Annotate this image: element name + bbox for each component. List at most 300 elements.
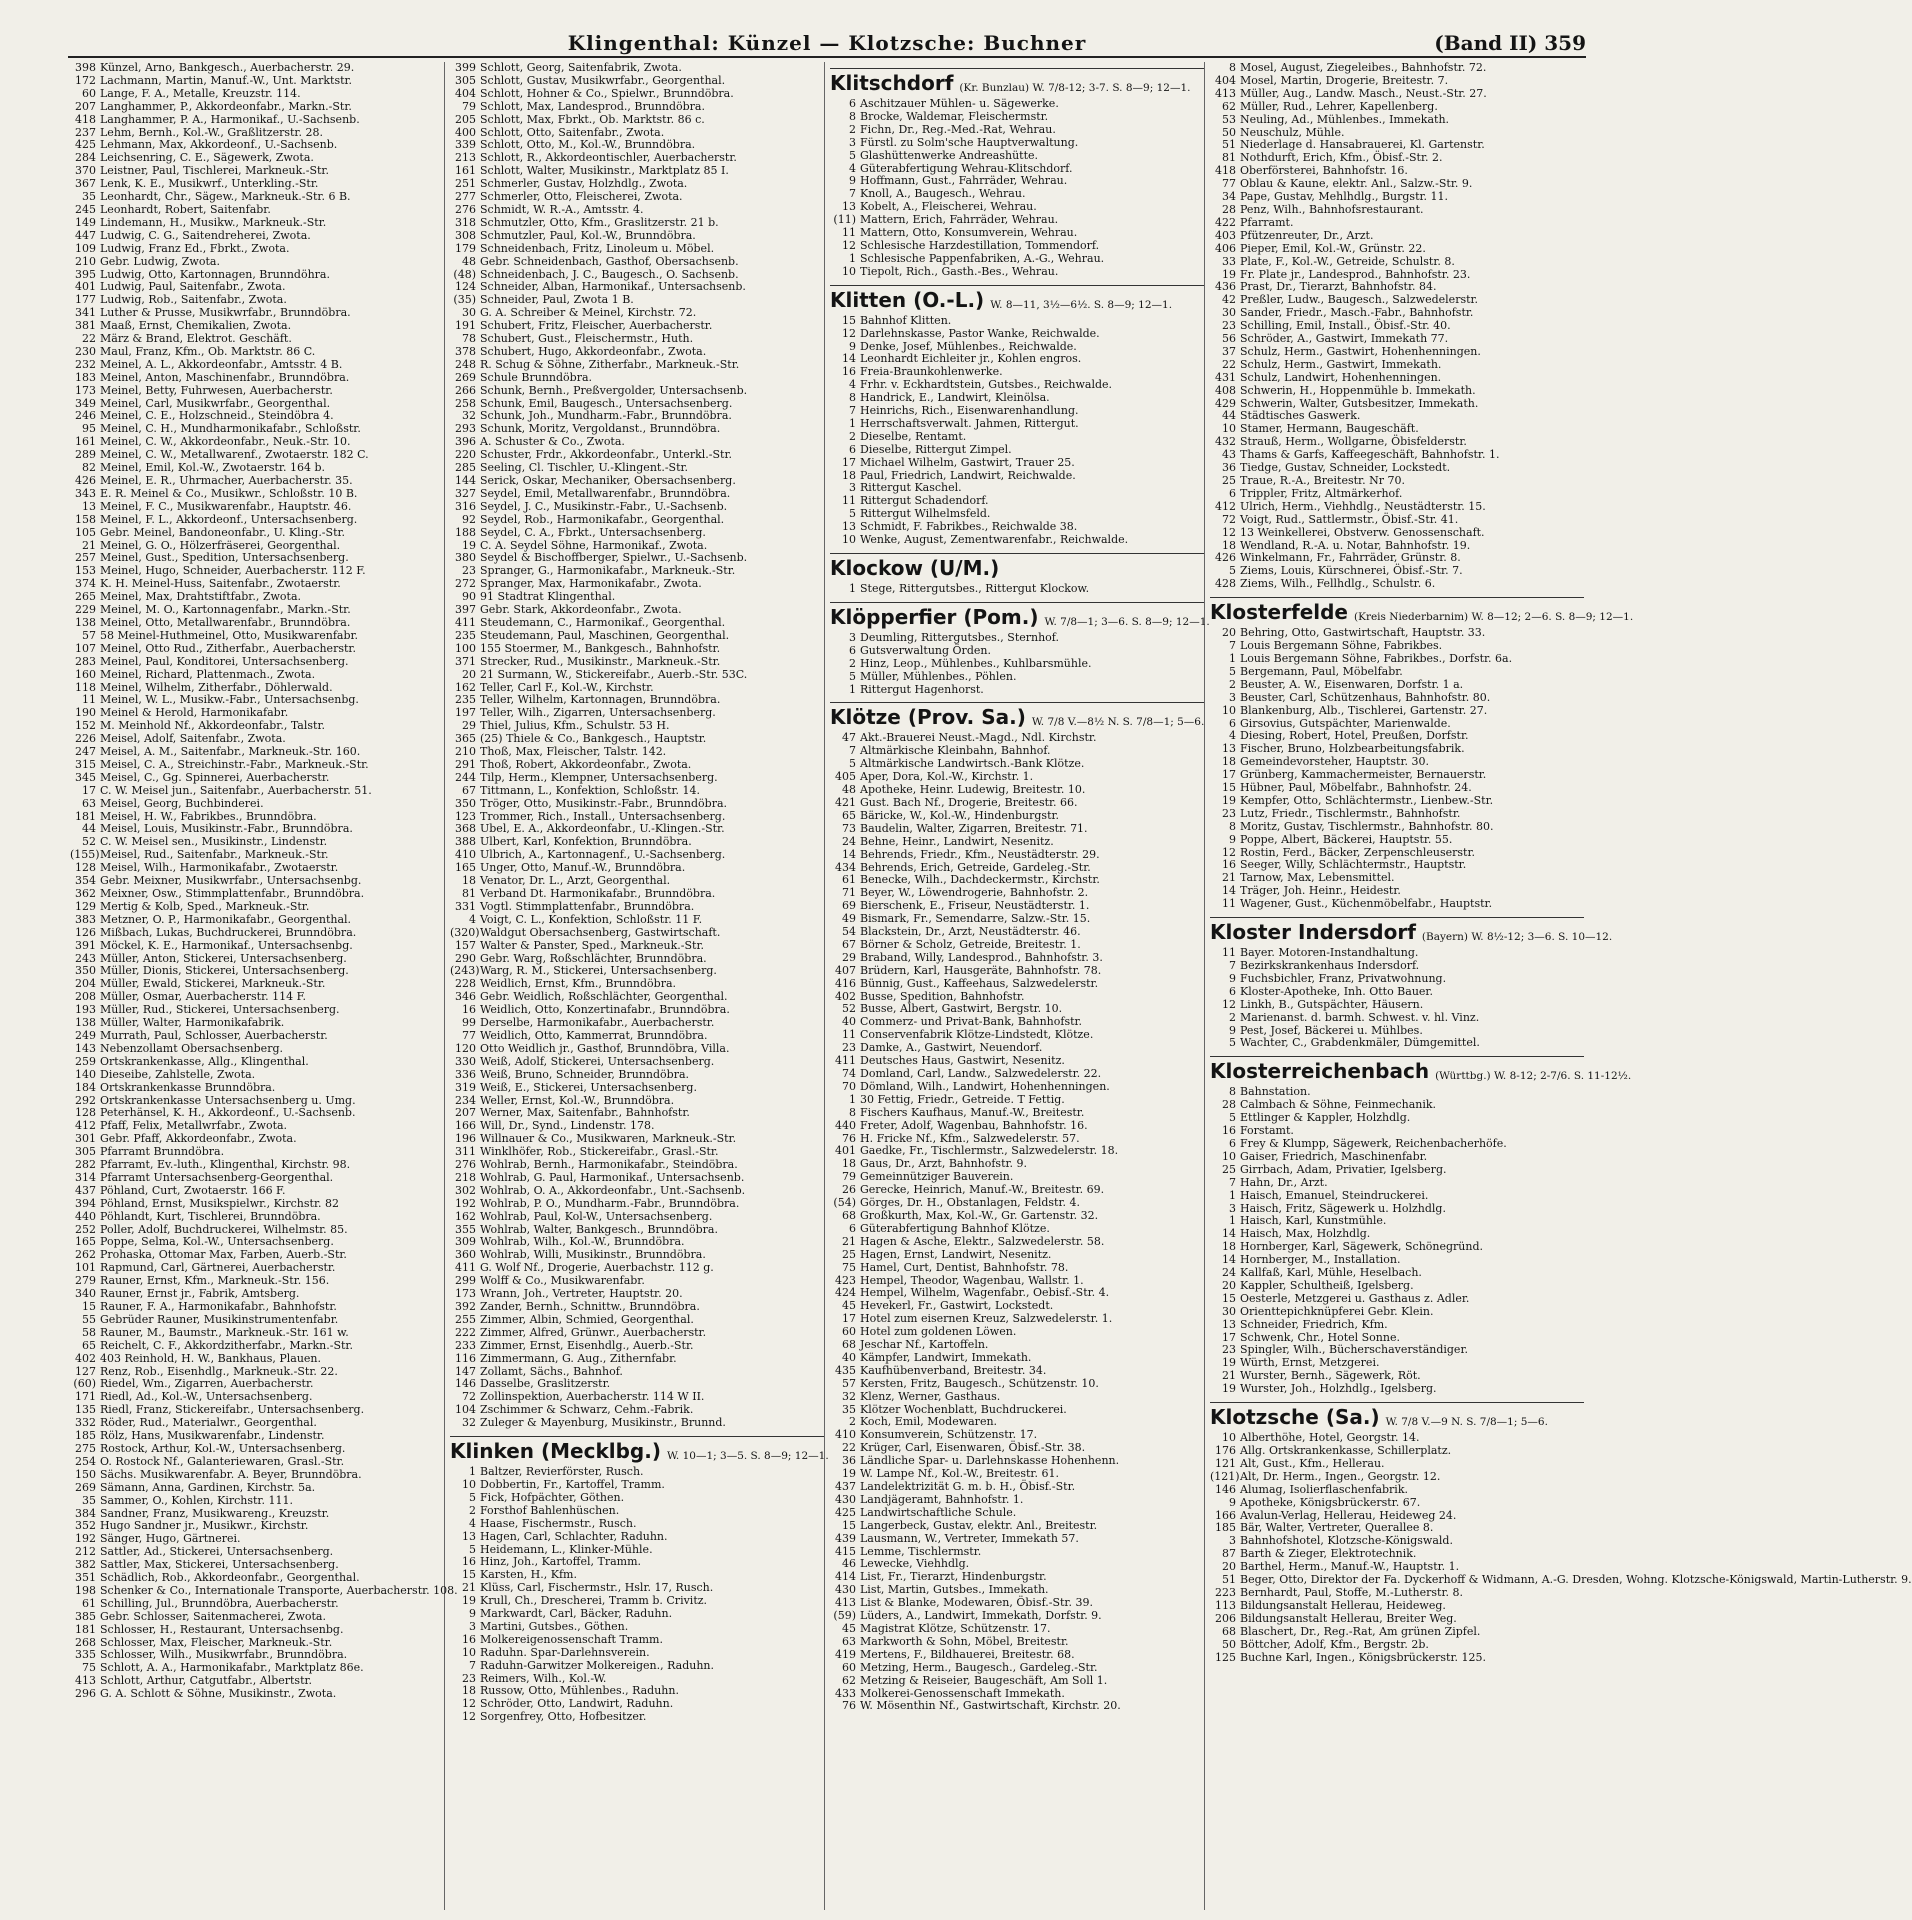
entry-text: Poller, Adolf, Buchdruckerei, Wilhelmstr. 85.	[100, 1222, 348, 1236]
directory-entry	[450, 1301, 824, 1314]
entry-text: Ludwig, Franz Ed., Fbrkt., Zwota.	[100, 241, 290, 255]
directory-entry	[450, 785, 824, 798]
phone-number: 413	[1215, 86, 1236, 100]
entry-text: Neuling, Ad., Mühlenbes., Immekath.	[1240, 112, 1450, 126]
entry-text: Müller, Dionis, Stickerei, Untersachsenberg.	[100, 964, 349, 978]
phone-number: 23	[462, 1671, 476, 1685]
phone-number: 7	[1229, 1175, 1236, 1189]
entry-text: Rostock, Arthur, Kol.-W., Untersachsenberg.	[100, 1441, 346, 1455]
directory-entry	[1210, 346, 1584, 359]
phone-number: 60	[82, 86, 96, 100]
phone-number: 104	[455, 1403, 476, 1417]
entry-text: Peterhänsel, K. H., Akkordeonf., U.-Sachsenb.	[100, 1106, 356, 1120]
phone-number: 72	[1222, 512, 1236, 526]
entry-text: Hahn, Dr., Arzt.	[1240, 1175, 1328, 1189]
directory-entry	[830, 1700, 1204, 1713]
entry-text: Gaedke, Fr., Tischlermstr., Salzwedelerstr. 18.	[860, 1144, 1119, 1158]
place-name: Klinken (Mecklbg.)	[450, 1439, 661, 1464]
entry-text: (25) Thiele & Co., Bankgesch., Hauptstr.	[480, 732, 707, 746]
phone-number: 101	[75, 1261, 96, 1275]
phone-number: 30	[1222, 1304, 1236, 1318]
phone-number: 296	[75, 1687, 96, 1701]
phone-number: 8	[849, 1105, 856, 1119]
entry-text: Waldgut Obersachsenberg, Gastwirtschaft.	[480, 925, 721, 939]
entry-text: Wrann, Joh., Vertreter, Hauptstr. 20.	[480, 1287, 683, 1301]
phone-number: 302	[455, 1183, 476, 1197]
entry-text: Busse, Spedition, Bahnhofstr.	[860, 989, 1025, 1003]
phone-number: (48)	[453, 267, 476, 281]
phone-number: 2	[1229, 1010, 1236, 1024]
phone-number: 1	[1229, 1188, 1236, 1202]
phone-number: 76	[842, 1131, 856, 1145]
phone-number: 9	[1229, 1023, 1236, 1037]
phone-number: 383	[75, 912, 96, 926]
entry-text: G. A. Schreiber & Meinel, Kirchstr. 72.	[480, 306, 697, 320]
directory-entry	[1210, 834, 1584, 847]
entry-text: Meixner, Osw., Stimmplattenfabr., Brunndöbra.	[100, 887, 365, 900]
phone-number: 405	[835, 770, 856, 784]
phone-number: 2	[849, 122, 856, 136]
entry-text: Görges, Dr. H., Obstanlagen, Feldstr. 4.	[860, 1196, 1080, 1210]
entry-text: H. Fricke Nf., Kfm., Salzwedelerstr. 57.	[860, 1131, 1080, 1145]
entry-text: 30 Fettig, Friedr., Getreide. T Fettig.	[860, 1092, 1065, 1106]
entry-text: Metzing, Herm., Baugesch., Gardeleg.-Str.	[860, 1660, 1098, 1674]
directory-entry	[450, 88, 824, 101]
phone-number: (121)	[1210, 1469, 1240, 1483]
directory-entry	[450, 669, 824, 682]
entry-text: Leonhardt, Robert, Saitenfabr.	[100, 202, 271, 216]
phone-number: 6	[1229, 1136, 1236, 1150]
directory-entry	[70, 746, 444, 759]
directory-entry	[830, 836, 1204, 849]
place-name: Klötze (Prov. Sa.)	[830, 705, 1026, 730]
entry-text: Lenk, K. E., Musikwrf., Unterkling.-Str.	[100, 177, 319, 191]
phone-number: 4	[469, 912, 476, 926]
entry-text: Aschitzauer Mühlen- u. Sägewerke.	[860, 97, 1059, 110]
phone-number: 212	[75, 1545, 96, 1559]
entry-text: Hinz, Leop., Mühlenbes., Kuhlbarsmühle.	[860, 656, 1092, 670]
phone-number: 412	[1215, 499, 1236, 513]
entry-text: Barthel, Herm., Manuf.-W., Hauptstr. 1.	[1240, 1560, 1460, 1574]
entry-text: G. A. Schlott & Söhne, Musikinstr., Zwota.	[100, 1687, 337, 1701]
directory-entry	[70, 1482, 444, 1495]
entry-text: Rölz, Hans, Musikwarenfabr., Lindenstr.	[100, 1429, 325, 1443]
phone-number: 81	[462, 887, 476, 900]
entry-text: Meisel, A. M., Saitenfabr., Markneuk.-Str. 160.	[100, 745, 361, 759]
entry-text: A. Schuster & Co., Zwota.	[480, 435, 625, 449]
phone-number: 184	[75, 1080, 96, 1094]
phone-number: 72	[462, 1390, 476, 1404]
entry-text: Fick, Hofpächter, Göthen.	[480, 1490, 625, 1504]
phone-number: 3	[849, 135, 856, 149]
entry-text: Schmidt, F. Fabrikbes., Reichwalde 38.	[860, 520, 1078, 534]
place-heading	[450, 1436, 829, 1464]
phone-number: 192	[75, 1532, 96, 1546]
phone-number: 354	[75, 874, 96, 888]
phone-number: 99	[462, 1016, 476, 1030]
entry-text: Michael Wilhelm, Gastwirt, Trauer 25.	[860, 455, 1075, 469]
phone-number: 268	[75, 1635, 96, 1649]
entry-text: Poppe, Albert, Bäckerei, Hauptstr. 55.	[1240, 832, 1453, 846]
phone-number: 341	[75, 306, 96, 320]
entry-text: Lehm, Bernh., Kol.-W., Graßlitzerstr. 28.	[100, 125, 323, 139]
entry-text: C. A. Seydel Söhne, Harmonikaf., Zwota.	[480, 538, 708, 552]
phone-number: 16	[1222, 858, 1236, 872]
entry-text: Hagen & Asche, Elektr., Salzwedelerstr. 58.	[860, 1234, 1105, 1248]
directory-entry	[70, 759, 444, 772]
directory-entry	[1210, 475, 1584, 488]
directory-entry	[450, 62, 824, 75]
entry-text: O. Rostock Nf., Galanteriewaren, Grasl.-Str.	[100, 1454, 345, 1468]
directory-entry	[450, 901, 824, 914]
phone-number: 3	[849, 630, 856, 644]
entry-text: Teller, Carl F., Kol.-W., Kirchstr.	[480, 680, 654, 694]
entry-text: Böttcher, Adolf, Kfm., Bergstr. 2b.	[1240, 1637, 1429, 1651]
phone-number: 243	[75, 951, 96, 965]
phone-number: 50	[1222, 1637, 1236, 1651]
entry-text: Forstamt.	[1240, 1124, 1294, 1138]
phone-number: 20	[1222, 1278, 1236, 1292]
directory-entry	[830, 444, 1204, 457]
entry-text: Meinel, E. R., Uhrmacher, Auerbacherstr. 35.	[100, 474, 353, 487]
phone-number: 279	[75, 1274, 96, 1288]
entry-text: Weidlich, Otto, Kammerrat, Brunndöbra.	[480, 1028, 708, 1042]
entry-text: Behrends, Erich, Getreide, Gardeleg.-Str.	[860, 860, 1091, 874]
entry-text: Großkurth, Max, Kol.-W., Gr. Gartenstr. 32.	[860, 1208, 1099, 1222]
directory-entry	[830, 1494, 1204, 1507]
phone-number: 75	[82, 1661, 96, 1675]
phone-number: 23	[1222, 319, 1236, 333]
entry-text: Alberthöhe, Hotel, Georgstr. 14.	[1240, 1431, 1420, 1445]
phone-number: 439	[835, 1531, 856, 1545]
entry-text: Kersten, Fritz, Baugesch., Schützenstr. 10.	[860, 1376, 1099, 1390]
phone-number: 430	[835, 1492, 856, 1506]
phone-number: 301	[75, 1132, 96, 1146]
directory-entry	[830, 328, 1204, 341]
directory-entry	[1210, 114, 1584, 127]
phone-number: 259	[75, 1054, 96, 1068]
phone-number: 245	[75, 202, 96, 216]
entry-text: Sorgenfrey, Otto, Hofbesitzer.	[480, 1710, 647, 1724]
phone-number: 81	[1222, 151, 1236, 165]
entry-text: Lehmann, Max, Akkordeonf., U.-Sachsenb.	[100, 138, 338, 152]
phone-number: 32	[462, 1416, 476, 1430]
directory-entry	[1210, 705, 1584, 718]
phone-number: 185	[1215, 1521, 1236, 1535]
entry-text: Brüdern, Karl, Hausgeräte, Bahnhofstr. 78.	[860, 963, 1102, 977]
entry-text: Hamel, Curt, Dentist, Bahnhofstr. 78.	[860, 1260, 1069, 1274]
entry-text: Krüger, Carl, Eisenwaren, Öbisf.-Str. 38.	[860, 1441, 1086, 1455]
phone-number: 12	[1222, 997, 1236, 1011]
entry-text: Penz, Wilh., Bahnhofsrestaurant.	[1240, 202, 1424, 216]
entry-text: Rittergut Wilhelmsfeld.	[860, 507, 991, 521]
phone-number: 82	[82, 461, 96, 475]
phone-number: 166	[1215, 1508, 1236, 1522]
entry-text: Schenker & Co., Internationale Transporte, Auerbacherstr. 108.	[100, 1583, 458, 1597]
directory-entry	[830, 1068, 1204, 1081]
entry-text: Blackstein, Dr., Arzt, Neustädterstr. 46.	[860, 925, 1081, 939]
entry-text: Schubert, Fritz, Fleischer, Auerbacherstr.	[480, 319, 713, 333]
columns-container	[68, 61, 1912, 1910]
entry-text: Sänger, Hugo, Gärtnerei.	[100, 1532, 241, 1546]
entry-text: Ludwig, Otto, Kartonnagen, Brunndöhra.	[100, 267, 330, 281]
phone-number: 22	[82, 332, 96, 346]
entry-text: Bierschenk, E., Friseur, Neustädterstr. 1.	[860, 899, 1090, 913]
entry-text: Weller, Ernst, Kol.-W., Brunndöbra.	[480, 1093, 675, 1107]
directory-entry	[1210, 333, 1584, 346]
phone-number: 15	[1222, 1291, 1236, 1305]
phone-number: 5	[1229, 564, 1236, 578]
entry-text: Zollinspektion, Auerbacherstr. 114 W II.	[480, 1390, 705, 1404]
phone-number: 146	[1215, 1482, 1236, 1496]
phone-number: 371	[455, 654, 476, 668]
phone-number: 15	[842, 313, 856, 327]
phone-number: 17	[1222, 1330, 1236, 1344]
entry-text: Moritz, Gustav, Tischlermstr., Bahnhofstr. 80.	[1240, 819, 1494, 833]
phone-number: 19	[462, 1594, 476, 1608]
phone-number: 128	[75, 1106, 96, 1120]
entry-text: Gebr. Pfaff, Akkordeonfabr., Zwota.	[100, 1132, 297, 1146]
phone-number: 9	[849, 339, 856, 353]
directory-entry	[830, 266, 1204, 279]
phone-number: 308	[455, 228, 476, 242]
entry-text: Beger, Otto, Direktor der Fa. Dyckerhoff & Widmann, A.-G. Dresden, Wohng. Klotzsche-Königswald, Martin-Lutherstr. 9.	[1240, 1573, 1912, 1587]
entry-text: Ziems, Wilh., Fellhdlg., Schulstr. 6.	[1240, 577, 1436, 591]
entry-text: Russow, Otto, Mühlenbes., Raduhn.	[480, 1684, 679, 1698]
directory-entry	[70, 1314, 444, 1327]
phone-number: 276	[455, 202, 476, 216]
entry-text: Zimmermann, G. Aug., Zithernfabr.	[480, 1351, 677, 1365]
phone-number: 3	[469, 1619, 476, 1633]
entry-text: Altmärkische Kleinbahn, Bahnhof.	[860, 744, 1051, 758]
phone-number: 365	[455, 732, 476, 746]
entry-text: Schulz, Herm., Gastwirt, Immekath.	[1240, 357, 1442, 371]
directory-entry	[830, 1236, 1204, 1249]
entry-text: Tröger, Otto, Musikinstr.-Fabr., Brunndöbra.	[480, 796, 728, 810]
entry-text: Commerz- und Privat-Bank, Bahnhofstr.	[860, 1015, 1083, 1029]
phone-number: (243)	[450, 964, 480, 978]
phone-number: 50	[1222, 125, 1236, 139]
phone-number: 191	[455, 319, 476, 333]
entry-text: Schwerin, H., Hoppenmühle b. Immekath.	[1240, 383, 1476, 397]
entry-text: Lutz, Friedr., Tischlermstr., Bahnhofstr.	[1240, 806, 1461, 820]
entry-text: Schunk, Bernh., Preßvergolder, Untersachsenb.	[480, 383, 748, 397]
directory-entry	[1210, 88, 1584, 101]
phone-number: 24	[1222, 1266, 1236, 1280]
directory-entry	[70, 372, 444, 385]
phone-number: 14	[1222, 1227, 1236, 1241]
entry-text: Schlott, Georg, Saitenfabrik, Zwota.	[480, 61, 682, 74]
entry-text: Bäricke, W., Kol.-W., Hindenburgstr.	[860, 808, 1060, 822]
entry-text: Oblau & Kaune, elektr. Anl., Salzw.-Str. 9.	[1240, 177, 1473, 191]
directory-entry	[1210, 1458, 1584, 1471]
entry-text: Behne, Heinr., Landwirt, Nesenitz.	[860, 834, 1054, 848]
phone-number: 15	[462, 1568, 476, 1582]
directory-entry	[70, 1301, 444, 1314]
entry-text: Schlesische Harzdestillation, Tommendorf.	[860, 238, 1100, 252]
phone-number: 14	[842, 352, 856, 366]
entry-text: Pfarramt, Ev.-luth., Klingenthal, Kirchstr. 98.	[100, 1158, 351, 1172]
entry-text: Rostin, Ferd., Bäcker, Zerpenschleuserstr.	[1240, 845, 1475, 859]
phone-number: 113	[1215, 1598, 1236, 1612]
phone-number: 425	[835, 1505, 856, 1519]
directory-entry	[70, 656, 444, 669]
entry-text: Pest, Josef, Bäckerei u. Mühlbes.	[1240, 1023, 1423, 1037]
entry-text: Lange, F. A., Metalle, Kreuzstr. 114.	[100, 86, 301, 100]
phone-number: 429	[1215, 396, 1236, 410]
directory-page	[68, 30, 1912, 1910]
entry-text: Meinel, F. L., Akkordeonf., Untersachsenberg.	[100, 512, 358, 526]
entry-text: Seeling, Cl. Tischler, U.-Klingent.-Str.	[480, 461, 689, 475]
entry-text: Ortskrankenkasse Brunndöbra.	[100, 1080, 276, 1094]
entry-text: Langhammer, P. A., Harmonikaf., U.-Sachsenb.	[100, 112, 360, 126]
phone-number: 18	[462, 1684, 476, 1698]
directory-entry	[1210, 1445, 1584, 1458]
entry-text: Lewecke, Viehhdlg.	[860, 1557, 970, 1571]
phone-number: 10	[1222, 1431, 1236, 1445]
entry-text: Leistner, Paul, Tischlerei, Markneuk.-Str.	[100, 164, 329, 178]
phone-number: 62	[842, 1673, 856, 1687]
phone-number: 218	[455, 1170, 476, 1184]
entry-text: Heinrichs, Rich., Eisenwarenhandlung.	[860, 404, 1079, 418]
phone-number: 68	[842, 1208, 856, 1222]
phone-number: 13	[842, 520, 856, 534]
entry-text: Baltzer, Revierförster, Rusch.	[480, 1465, 644, 1479]
phone-number: 13	[1222, 742, 1236, 756]
directory-entry	[450, 1314, 824, 1327]
phone-number: 162	[455, 680, 476, 694]
phone-number: 196	[455, 1132, 476, 1146]
directory-entry	[450, 1159, 824, 1172]
directory-entry	[450, 656, 824, 669]
phone-number: 283	[75, 654, 96, 668]
directory-entry	[1210, 653, 1584, 666]
entry-text: Wendland, R.-A. u. Notar, Bahnhofstr. 19.	[1240, 538, 1471, 552]
phone-number: 21	[1222, 871, 1236, 885]
directory-entry	[830, 1507, 1204, 1520]
phone-number: 121	[1215, 1456, 1236, 1470]
phone-number: 16	[1222, 1124, 1236, 1138]
phone-number: 440	[75, 1209, 96, 1223]
directory-entry	[830, 939, 1204, 952]
phone-number: 1	[849, 1092, 856, 1106]
phone-number: 11	[842, 494, 856, 508]
entry-text: Kempfer, Otto, Schlächtermstr., Lienbew.-Str.	[1240, 793, 1494, 807]
entry-text: Fuchsbichler, Franz, Privatwohnung.	[1240, 971, 1447, 985]
phone-number: 228	[455, 977, 476, 991]
directory-entry	[830, 849, 1204, 862]
phone-number: 396	[455, 435, 476, 449]
entry-text: Pfarramt Brunndöbra.	[100, 1145, 225, 1159]
entry-text: Winkelmann, Fr., Fahrräder, Grünstr. 8.	[1240, 551, 1461, 565]
phone-number: 51	[1222, 138, 1236, 152]
phone-number: 226	[75, 732, 96, 746]
phone-number: 74	[842, 1067, 856, 1080]
phone-number: 42	[1222, 293, 1236, 307]
phone-number: 34	[1222, 190, 1236, 204]
directory-entry	[1210, 75, 1584, 88]
entry-text: Freter, Adolf, Wagenbau, Bahnhofstr. 16.	[860, 1118, 1088, 1132]
phone-number: 15	[842, 1518, 856, 1532]
entry-text: Spranger, G., Harmonikafabr., Markneuk.-Str.	[480, 564, 736, 578]
entry-text: Diesing, Robert, Hotel, Preußen, Dorfstr.	[1240, 729, 1469, 743]
phone-number: 10	[842, 264, 856, 278]
phone-number: 413	[75, 1674, 96, 1688]
directory-entry	[1210, 821, 1584, 834]
entry-text: Preßler, Ludw., Baugesch., Salzwedelerstr.	[1240, 293, 1479, 307]
phone-number: 249	[75, 1028, 96, 1042]
entry-text: Bildungsanstalt Hellerau, Breiter Weg.	[1240, 1611, 1457, 1625]
entry-text: Thams & Garfs, Kaffeegeschäft, Bahnhofstr. 1.	[1240, 448, 1500, 462]
entry-text: Klenz, Werner, Gasthaus.	[860, 1389, 1001, 1403]
phone-number: 7	[849, 187, 856, 201]
entry-text: Otto Weidlich jr., Gasthof, Brunndöbra, Villa.	[480, 1041, 730, 1055]
entry-text: Meinel, Richard, Plattenmach., Zwota.	[100, 667, 316, 681]
entry-text: Bünnig, Gust., Kaffeehaus, Salzwedelerstr.	[860, 976, 1099, 990]
phone-number: 60	[842, 1325, 856, 1339]
directory-entry	[450, 501, 824, 514]
directory-entry	[450, 1043, 824, 1056]
entry-text: Renz, Rob., Eisenhdlg., Markneuk.-Str. 22.	[100, 1364, 338, 1378]
entry-text: Ziems, Louis, Kürschnerei, Öbisf.-Str. 7.	[1240, 564, 1463, 578]
entry-text: Damke, A., Gastwirt, Neuendorf.	[860, 1041, 1043, 1055]
phone-number: 11	[842, 1028, 856, 1042]
directory-entry	[70, 1688, 444, 1701]
entry-text: Müller, Osmar, Auerbacherstr. 114 F.	[100, 990, 307, 1004]
entry-text: Plate, F., Kol.-W., Getreide, Schulstr. 8.	[1240, 254, 1455, 268]
directory-entry	[1210, 1626, 1584, 1639]
entry-text: Tarnow, Max, Lebensmittel.	[1240, 871, 1395, 885]
entry-text: Meinel, Emil, Kol.-W., Zwotaerstr. 164 b.	[100, 461, 326, 475]
phone-number: 11	[1222, 897, 1236, 911]
phone-number: 9	[1229, 1495, 1236, 1509]
entry-text: Wohlrab, Wilh., Kol.-W., Brunndöbra.	[480, 1235, 685, 1249]
phone-number: 9	[1229, 832, 1236, 846]
phone-number: 49	[842, 912, 856, 926]
entry-text: 91 Stadtrat Klingenthal.	[480, 590, 616, 604]
phone-number: 380	[455, 551, 476, 565]
entry-text: Akt.-Brauerei Neust.-Magd., Ndl. Kirchstr.	[860, 731, 1097, 745]
directory-entry	[450, 333, 824, 346]
directory-entry	[70, 643, 444, 656]
phone-number: 63	[82, 796, 96, 810]
directory-entry	[450, 1711, 824, 1724]
entry-text: Mosel, August, Ziegeleibes., Bahnhofstr. 72.	[1240, 61, 1487, 74]
directory-entry	[450, 1647, 824, 1660]
phone-number: 395	[75, 267, 96, 281]
entry-text: Gebr. Ludwig, Zwota.	[100, 254, 220, 268]
phone-number: 9	[849, 174, 856, 188]
entry-text: Maaß, Ernst, Chemikalien, Zwota.	[100, 319, 292, 333]
directory-entry	[450, 927, 824, 940]
phone-number: 436	[1215, 280, 1236, 294]
entry-text: Kallfaß, Karl, Mühle, Heselbach.	[1240, 1266, 1422, 1280]
directory-entry	[70, 101, 444, 114]
entry-text: Meinel, Carl, Musikwrfabr., Georgenthal.	[100, 396, 331, 410]
entry-text: Derselbe, Harmonikafabr., Auerbacherstr.	[480, 1016, 715, 1030]
place-heading	[830, 553, 1204, 579]
directory-entry	[70, 75, 444, 88]
entry-text: Tiepolt, Rich., Gasth.-Bes., Wehrau.	[860, 264, 1059, 278]
directory-entry	[450, 759, 824, 772]
volume-page-number: (Band II) 359	[1434, 31, 1586, 55]
phone-number: 71	[842, 886, 856, 900]
directory-entry	[1210, 1652, 1584, 1665]
directory-entry	[830, 315, 1204, 328]
directory-entry	[70, 243, 444, 256]
entry-text: Zschimmer & Schwarz, Cehm.-Fabrik.	[480, 1403, 694, 1417]
phone-number: 181	[75, 1622, 96, 1636]
